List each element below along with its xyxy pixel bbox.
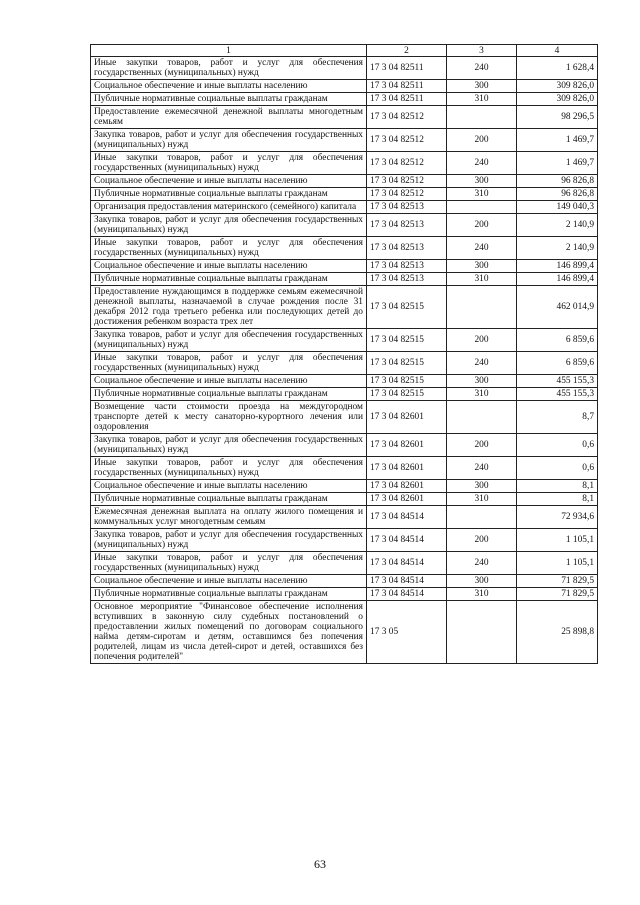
table-row	[91, 273, 598, 286]
table-row	[91, 457, 598, 480]
header-row	[91, 45, 598, 57]
row-code: 17 3 04 82601	[367, 401, 447, 434]
row-expense-type: 240	[447, 552, 517, 575]
row-code: 17 3 04 82513	[367, 214, 447, 237]
row-expense-type: 240	[447, 237, 517, 260]
row-amount: 149 040,3	[517, 201, 598, 214]
row-amount: 309 826,0	[517, 80, 598, 93]
row-name: Социальное обеспечение и иные выплаты населению	[91, 175, 367, 188]
row-code: 17 3 04 82512	[367, 188, 447, 201]
row-code: 17 3 04 82512	[367, 106, 447, 129]
row-amount: 71 829,5	[517, 588, 598, 601]
row-code: 17 3 04 84514	[367, 575, 447, 588]
table-row	[91, 93, 598, 106]
row-name: Социальное обеспечение и иные выплаты населению	[91, 80, 367, 93]
page-number: 63	[314, 857, 326, 871]
row-code: 17 3 04 82601	[367, 493, 447, 506]
table-row	[91, 480, 598, 493]
row-name: Публичные нормативные социальные выплаты гражданам	[91, 188, 367, 201]
row-amount: 72 934,6	[517, 506, 598, 529]
row-code: 17 3 04 82512	[367, 152, 447, 175]
row-expense-type: 200	[447, 434, 517, 457]
row-expense-type: 300	[447, 375, 517, 388]
row-code: 17 3 04 82513	[367, 260, 447, 273]
row-amount: 1 469,7	[517, 152, 598, 175]
row-expense-type: 310	[447, 273, 517, 286]
row-amount: 462 014,9	[517, 286, 598, 329]
row-amount: 1 105,1	[517, 552, 598, 575]
table-row	[91, 329, 598, 352]
table-body	[91, 57, 598, 664]
row-expense-type	[447, 106, 517, 129]
row-code: 17 3 04 82515	[367, 352, 447, 375]
row-expense-type: 310	[447, 388, 517, 401]
row-amount: 0,6	[517, 434, 598, 457]
table-row	[91, 434, 598, 457]
row-amount: 0,6	[517, 457, 598, 480]
row-code: 17 3 04 84514	[367, 529, 447, 552]
row-amount: 6 859,6	[517, 329, 598, 352]
table-row	[91, 237, 598, 260]
table-row	[91, 260, 598, 273]
table-row	[91, 129, 598, 152]
row-amount: 1 105,1	[517, 529, 598, 552]
row-expense-type	[447, 506, 517, 529]
row-amount: 6 859,6	[517, 352, 598, 375]
table-row	[91, 601, 598, 664]
row-expense-type: 200	[447, 214, 517, 237]
table-row	[91, 352, 598, 375]
row-name: Публичные нормативные социальные выплаты гражданам	[91, 588, 367, 601]
row-name: Закупка товаров, работ и услуг для обеспечения государственных (муниципальных) нужд	[91, 214, 367, 237]
row-expense-type: 300	[447, 575, 517, 588]
table-row	[91, 80, 598, 93]
table-row	[91, 57, 598, 80]
row-code: 17 3 04 82512	[367, 129, 447, 152]
row-expense-type: 240	[447, 457, 517, 480]
row-amount: 25 898,8	[517, 601, 598, 664]
row-name: Публичные нормативные социальные выплаты гражданам	[91, 388, 367, 401]
row-expense-type: 300	[447, 480, 517, 493]
row-expense-type: 310	[447, 588, 517, 601]
row-expense-type: 200	[447, 329, 517, 352]
row-code: 17 3 04 82515	[367, 286, 447, 329]
row-amount: 309 826,0	[517, 93, 598, 106]
row-name: Социальное обеспечение и иные выплаты населению	[91, 575, 367, 588]
row-code: 17 3 04 82511	[367, 93, 447, 106]
row-name: Публичные нормативные социальные выплаты гражданам	[91, 273, 367, 286]
row-code: 17 3 04 82513	[367, 273, 447, 286]
row-expense-type: 310	[447, 493, 517, 506]
row-code: 17 3 04 82513	[367, 201, 447, 214]
header-col-2: 2	[367, 45, 447, 57]
table-row	[91, 286, 598, 329]
row-expense-type: 200	[447, 529, 517, 552]
row-amount: 1 469,7	[517, 129, 598, 152]
table-row	[91, 506, 598, 529]
row-code: 17 3 04 84514	[367, 588, 447, 601]
row-name: Социальное обеспечение и иные выплаты населению	[91, 375, 367, 388]
table-row	[91, 152, 598, 175]
table-row	[91, 375, 598, 388]
row-name: Социальное обеспечение и иные выплаты населению	[91, 260, 367, 273]
row-name: Предоставление нуждающимся в поддержке семьям ежемесячной денежной выплаты, назначаемой в случае рождения после 31 декабря 2012 года третьего ребенка или последующих детей до достижения ребенком возраста трех лет	[91, 286, 367, 329]
row-expense-type: 310	[447, 93, 517, 106]
row-name: Иные закупки товаров, работ и услуг для обеспечения государственных (муниципальных) нужд	[91, 552, 367, 575]
row-amount: 71 829,5	[517, 575, 598, 588]
row-expense-type: 300	[447, 260, 517, 273]
row-name: Иные закупки товаров, работ и услуг для обеспечения государственных (муниципальных) нужд	[91, 152, 367, 175]
row-name: Основное мероприятие "Финансовое обеспечение исполнения вступивших в законную силу судебных постановлений о предоставлении жилых помещений по договорам социального найма детям-сиротам и детям, оставшимся без попечения родителей, лицам из числа детей-сирот и детей, оставшихся без попечения родителей"	[91, 601, 367, 664]
table-row	[91, 175, 598, 188]
table-row	[91, 575, 598, 588]
row-amount: 8,7	[517, 401, 598, 434]
row-name: Иные закупки товаров, работ и услуг для обеспечения государственных (муниципальных) нужд	[91, 57, 367, 80]
row-name: Иные закупки товаров, работ и услуг для обеспечения государственных (муниципальных) нужд	[91, 352, 367, 375]
row-name: Возмещение части стоимости проезда на междугородном транспорте детей к месту санаторно-курортного лечения или оздоровления	[91, 401, 367, 434]
table-row	[91, 493, 598, 506]
row-name: Организация предоставления материнского (семейного) капитала	[91, 201, 367, 214]
row-code: 17 3 04 82515	[367, 329, 447, 352]
table-row	[91, 588, 598, 601]
row-amount: 146 899,4	[517, 260, 598, 273]
header-col-1: 1	[91, 45, 367, 57]
row-name: Предоставление ежемесячной денежной выплаты многодетным семьям	[91, 106, 367, 129]
row-amount: 455 155,3	[517, 375, 598, 388]
row-amount: 1 628,4	[517, 57, 598, 80]
row-expense-type	[447, 201, 517, 214]
row-expense-type: 310	[447, 188, 517, 201]
row-code: 17 3 04 82511	[367, 80, 447, 93]
row-code: 17 3 04 84514	[367, 552, 447, 575]
row-code: 17 3 04 82515	[367, 375, 447, 388]
row-name: Публичные нормативные социальные выплаты гражданам	[91, 493, 367, 506]
row-expense-type	[447, 401, 517, 434]
row-name: Закупка товаров, работ и услуг для обеспечения государственных (муниципальных) нужд	[91, 329, 367, 352]
row-expense-type: 200	[447, 129, 517, 152]
budget-table	[90, 44, 598, 664]
table-row	[91, 214, 598, 237]
row-amount: 98 296,5	[517, 106, 598, 129]
row-name: Закупка товаров, работ и услуг для обеспечения государственных (муниципальных) нужд	[91, 129, 367, 152]
row-name: Иные закупки товаров, работ и услуг для обеспечения государственных (муниципальных) нужд	[91, 457, 367, 480]
table-row	[91, 552, 598, 575]
row-code: 17 3 04 82601	[367, 457, 447, 480]
row-amount: 2 140,9	[517, 214, 598, 237]
row-code: 17 3 04 82513	[367, 237, 447, 260]
row-amount: 2 140,9	[517, 237, 598, 260]
row-name: Социальное обеспечение и иные выплаты населению	[91, 480, 367, 493]
table-row	[91, 188, 598, 201]
row-amount: 96 826,8	[517, 188, 598, 201]
header-col-4: 4	[517, 45, 598, 57]
table-row	[91, 106, 598, 129]
row-expense-type: 300	[447, 80, 517, 93]
row-expense-type: 240	[447, 352, 517, 375]
row-name: Ежемесячная денежная выплата на оплату жилого помещения и коммунальных услуг многодетным семьям	[91, 506, 367, 529]
row-expense-type: 240	[447, 57, 517, 80]
row-code: 17 3 04 82511	[367, 57, 447, 80]
row-code: 17 3 04 84514	[367, 506, 447, 529]
row-amount: 146 899,4	[517, 273, 598, 286]
row-code: 17 3 04 82512	[367, 175, 447, 188]
row-code: 17 3 04 82601	[367, 434, 447, 457]
row-code: 17 3 04 82515	[367, 388, 447, 401]
header-col-3: 3	[447, 45, 517, 57]
row-expense-type: 240	[447, 152, 517, 175]
row-amount: 455 155,3	[517, 388, 598, 401]
row-name: Иные закупки товаров, работ и услуг для обеспечения государственных (муниципальных) нужд	[91, 237, 367, 260]
row-amount: 8,1	[517, 493, 598, 506]
row-name: Закупка товаров, работ и услуг для обеспечения государственных (муниципальных) нужд	[91, 434, 367, 457]
table-row	[91, 401, 598, 434]
table-row	[91, 201, 598, 214]
table-row	[91, 388, 598, 401]
row-code: 17 3 04 82601	[367, 480, 447, 493]
row-code: 17 3 05	[367, 601, 447, 664]
row-expense-type	[447, 601, 517, 664]
row-amount: 96 826,8	[517, 175, 598, 188]
row-expense-type: 300	[447, 175, 517, 188]
row-expense-type	[447, 286, 517, 329]
row-amount: 8,1	[517, 480, 598, 493]
row-name: Закупка товаров, работ и услуг для обеспечения государственных (муниципальных) нужд	[91, 529, 367, 552]
table-row	[91, 529, 598, 552]
row-name: Публичные нормативные социальные выплаты гражданам	[91, 93, 367, 106]
